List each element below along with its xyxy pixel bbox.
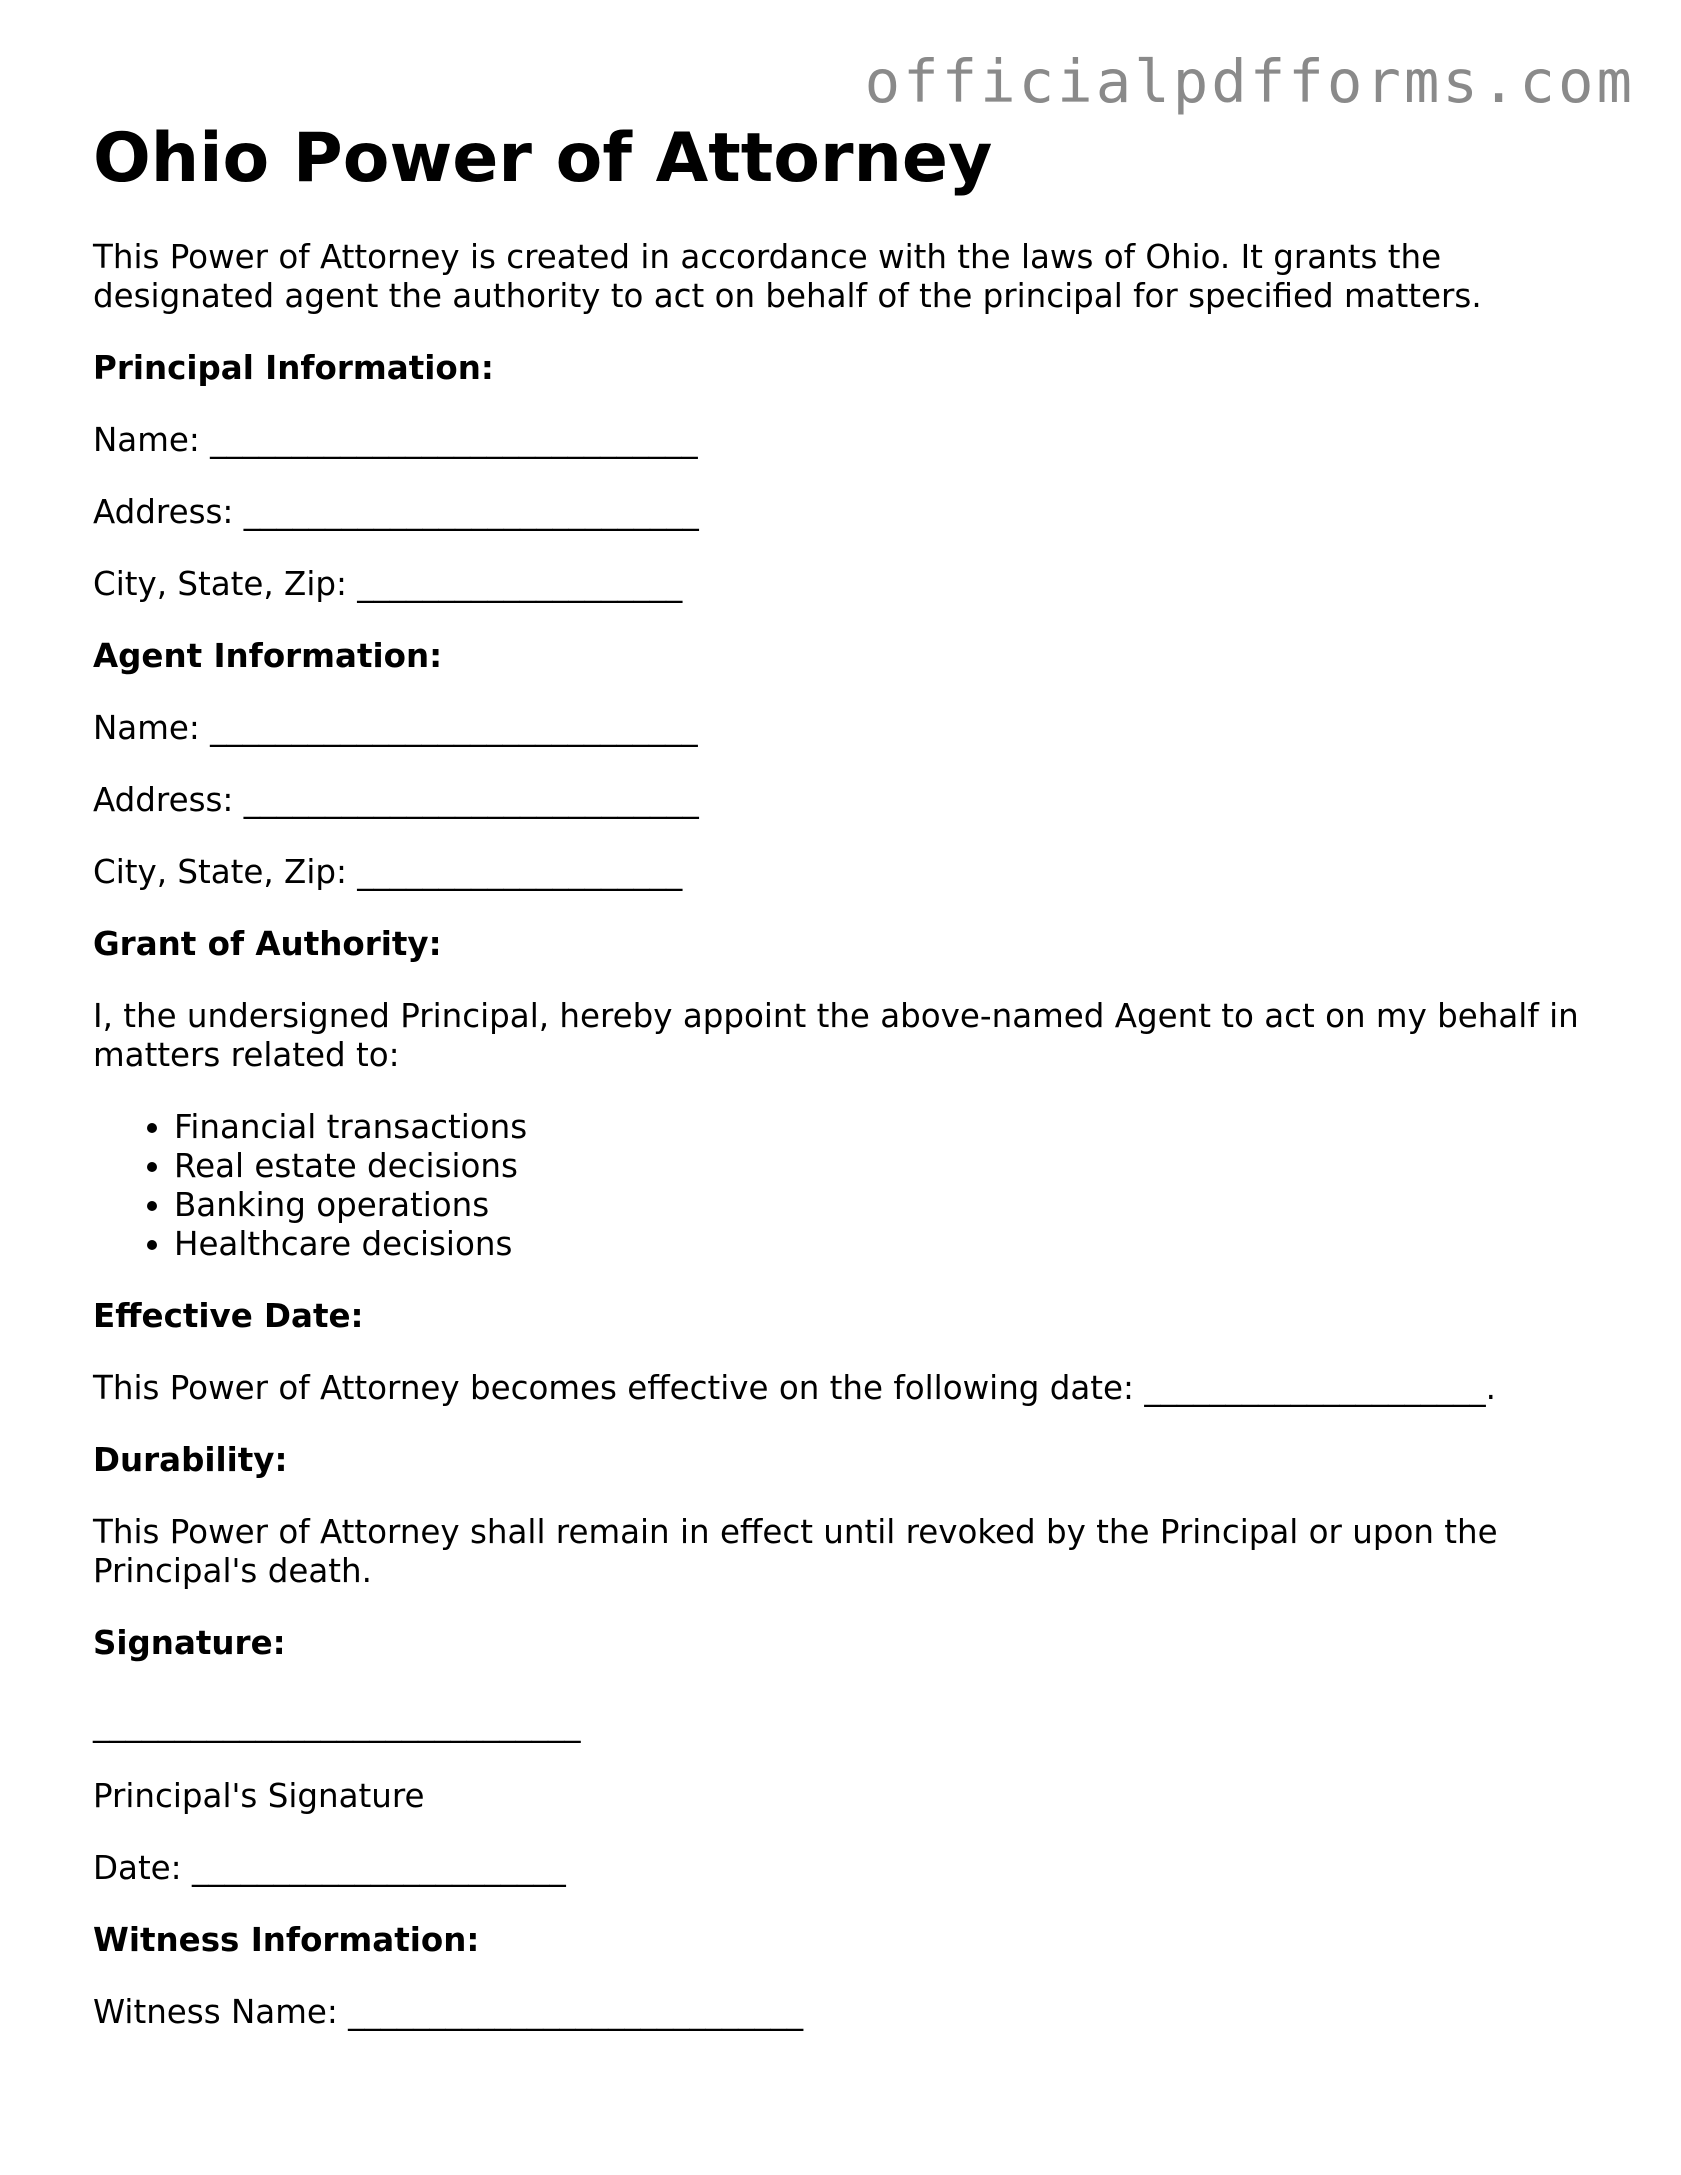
- agent-name-field[interactable]: Name: ______________________________: [93, 708, 698, 747]
- signature-heading: Signature:: [93, 1623, 286, 1662]
- grant-heading: Grant of Authority:: [93, 924, 442, 963]
- signature-line[interactable]: ______________________________: [93, 1704, 581, 1743]
- authority-list: [93, 1108, 1613, 1264]
- agent-city-field[interactable]: City, State, Zip: ____________________: [93, 852, 683, 891]
- document-title: Ohio Power of Attorney: [93, 119, 993, 198]
- list-item: • Financial transactions: [174, 1108, 1613, 1147]
- durability-paragraph: This Power of Attorney shall remain in effect until revoked by the Principal or upon the Principal's death.: [93, 1512, 1498, 1590]
- document-page: [93, 118, 1613, 2032]
- grant-paragraph: I, the undersigned Principal, hereby appoint the above-named Agent to act on my behalf in matters related to:: [93, 996, 1579, 1074]
- effective-date-heading: Effective Date:: [93, 1296, 364, 1335]
- durability-heading: Durability:: [93, 1440, 288, 1479]
- witness-heading: Witness Information:: [93, 1920, 480, 1959]
- agent-address-field[interactable]: Address: ____________________________: [93, 780, 699, 819]
- effective-date-field[interactable]: This Power of Attorney becomes effective on the following date: _____________________.: [93, 1368, 1496, 1407]
- intro-paragraph: This Power of Attorney is created in accordance with the laws of Ohio. It grants the designated agent the authority to act on behalf of the principal for specified matters.: [93, 237, 1482, 315]
- agent-heading: Agent Information:: [93, 636, 443, 675]
- signature-caption: Principal's Signature: [93, 1776, 425, 1815]
- list-item: • Healthcare decisions: [174, 1225, 1613, 1264]
- principal-name-field[interactable]: Name: ______________________________: [93, 420, 698, 459]
- list-item: • Banking operations: [174, 1186, 1613, 1225]
- principal-address-field[interactable]: Address: ____________________________: [93, 492, 699, 531]
- principal-heading: Principal Information:: [93, 348, 494, 387]
- watermark: officialpdfforms.com: [864, 47, 1635, 116]
- list-item: • Real estate decisions: [174, 1147, 1613, 1186]
- signature-date-field[interactable]: Date: _______________________: [93, 1848, 566, 1887]
- principal-city-field[interactable]: City, State, Zip: ____________________: [93, 564, 683, 603]
- witness-name-field[interactable]: Witness Name: ____________________________: [93, 1992, 804, 2031]
